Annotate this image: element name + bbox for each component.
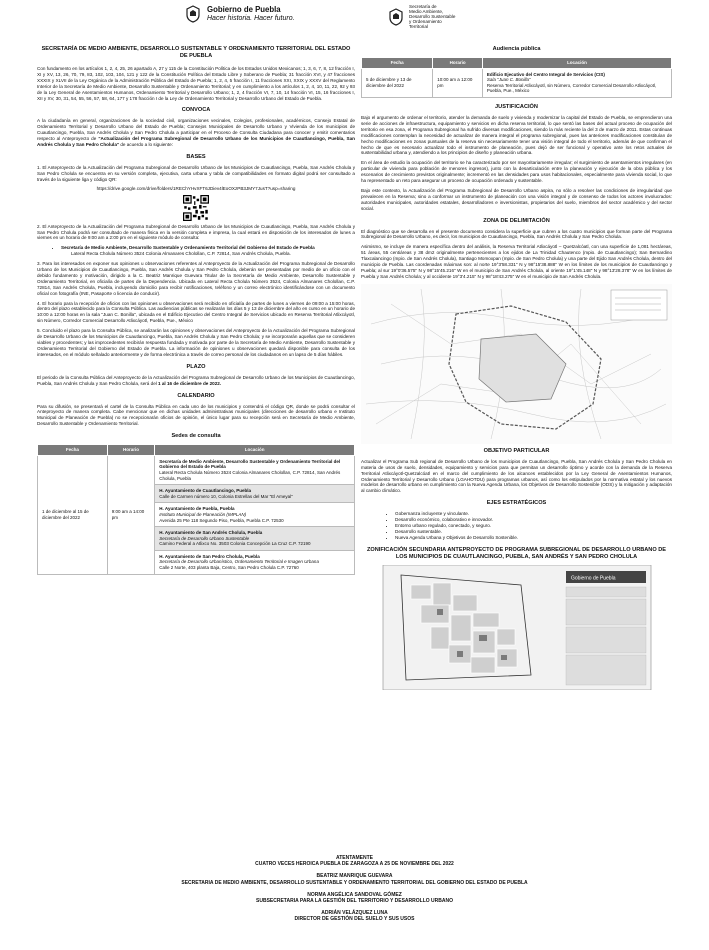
base-5-paragraph: 5. Concluido el plazo para la Consulta Pública, se analizarán las opiniones y observaciones del Anteproyecto de la Actualización del Programa Subregional de Desarrollo Urbano de los Municipios de Cuautlancingo, Puebla, San Andrés Cholula y San Pedro Cholula; y se incorporarán aquellas que se consideren viables y procedentes; y las improcedentes recibirán respuesta fundada y motivada por parte de la Secretaría de Medio Ambiente, Desarrollo Sustentable y Ordenamiento Territorial del Gobierno del Estado de Puebla. La información de opiniones u observaciones quedará disponible para consulta de los interesados, en el módulo señalado anteriormente y de forma electrónica a través de correo personal de los ciudadanos en un lapso de 5 días hábiles.: [37, 328, 355, 357]
logo-line: Territorial: [409, 24, 428, 29]
venue-name: H. Ayuntamiento de San Pedro Cholula, Puebla: [159, 553, 260, 559]
audiencia-heading: Audiencia pública: [492, 46, 541, 52]
venue-address: Calle 2 Norte, 403 planta Baja, Centro, San Pedro Cholula C.P. 72760: [159, 565, 299, 571]
signer-name: BEATRIZ MANRIQUE GUEVARA: [316, 873, 393, 880]
table-cell: [155, 455, 355, 484]
zonificacion-heading: ZONIFICACIÓN SECUNDARIA ANTEPROYECTO DE PROGRAMA SUBREGIONAL DE DESARROLLO URBANO DE LOS MUNICIPIOS DE CUAUTLANCINGO, PUEBLA, SAN ANDRÉS Y SAN PEDRO CHOLULA: [366, 546, 667, 560]
smadsot-logo: [388, 4, 455, 29]
puebla-emblem-icon: [388, 8, 404, 26]
module-name: Secretaría de Medio Ambiente, Desarrollo Sustentable y Ordenamiento Territorial del Gobierno del Estado de Puebla: [61, 245, 315, 251]
base-4-paragraph: 4. El horario para la recepción de oficios con las opiniones u observaciones será recibido en oficialía de partes de lunes a viernes de 09:00 a 15:00 horas, dentro del plazo establecido para la Consulta Pública. Las audiencias públicas se realizarán los días 5 y 13 de diciembre del año en curso en un horario de 10:00 a 12:00 horas en la sala "Juan C. Bonilla", ubicada en el Edificio Ejecutivo del Centro Integral de Servicios ubicado en Reserva Territorial Atlixcáyotl, sin Número, Corredor Comercial Desarrollo Atlixcáyotl, Puebla, Pue., México: [37, 300, 355, 324]
list-item: • Gobernanza incluyente y vinculante.: [395, 511, 672, 517]
delimitation-map: [361, 284, 672, 444]
convoca-paragraph: [37, 118, 355, 148]
zona-paragraph: Asimismo, se incluye de manera específica dentro del análisis, la Reserva Territorial Atlixcáyotl – Quetzalcóatl, con una superficie de 1,081 hectáreas, 51 áreas, 55 centiáreas y 38 dm2 originalmente pertenecientes a los ejidos de La Trinidad Chautenco (mpio. de Cuautlancingo); San Bernardino Tlaxcalancingo (mpio. de San Andrés Cholula), Santiago Momoxpan (mpio. de San Pedro Cholula) y una parte del Ejido San Andrés Cholula, dentro del municipio de Puebla. Las coordenadas máximas son: al norte 19°3'58.331" N y 98°15'38.888" W en los límites de los municipios de Cuautlancingo y Puebla; al sur 19°0'36.575" N y 98°15'45.216" W en el municipio de San Andrés Cholula, al oriente 19°1'45.148" N y 98°13'28.378" W en los límites de Puebla y San Andrés Cholula; y al occidente 19°3'4.215" N y 98°18'43.275" W en el municipio de San Andrés Cholula.: [361, 244, 672, 279]
document-title: SECRETARÍA DE MEDIO AMBIENTE, DESARROLLO SUSTENTABLE Y ORDENAMIENTO TERRITORIAL DEL ESTADO DE PUEBLA: [41, 46, 351, 59]
convoca-text: A la ciudadanía en general, organizaciones de la sociedad civil, organizaciones vecinales, Colegios, profesionales, académicos, Consejo Estatal de Ordenamiento Territorial y Desarrollo Urbano del Estado de Puebla; Consejos Municipales de Desarrollo Urbano y Vivienda de los municipios de Cuautlancingo, Puebla, San Andrés Cholula y San Pedro Cholula a participar en el Proceso de Consulta Ciudadana para conocer y emitir comentarios respecto al Anteproyecto de: [37, 118, 355, 142]
venue-address: Camino Federal a Atlixco No. 3503 Colonia Concepción La Cruz C.P. 72190: [159, 541, 311, 547]
calendario-paragraph: Para su difusión, se presentará el cartel de la Consulta Pública en cada uno de los municipios y contendrá el código QR, donde se podrá consultar el Anteproyecto de manera completa. Cabe mencionar que en dichas unidades administrativas municipales (direcciones de desarrollo urbano e Instituto Municipal de Planeación de Puebla) no se recepcionarán oficios de opinión, el único lugar para su recepción será en Secretaría de Medio Ambiente, Desarrollo Sustentable y Ordenamiento Territorial.: [37, 403, 355, 427]
plazo-paragraph: [37, 375, 355, 387]
signer-name: ADRIÁN VELÁZQUEZ LUNA: [321, 910, 388, 917]
sedes-table: [37, 444, 355, 575]
puebla-emblem-icon: [185, 5, 201, 23]
table-row: [362, 68, 672, 97]
qr-code-icon[interactable]: [183, 195, 209, 221]
venue-room: Sala "Juan C. Bonilla": [486, 77, 531, 83]
signer-role: SECRETARIA DE MEDIO AMBIENTE, DESARROLLO SUSTENTABLE Y ORDENAMIENTO TERRITORIAL DEL GOBIERNO DEL ESTADO DE PUEBLA: [181, 879, 528, 886]
column-header: Horario: [433, 58, 483, 69]
logo-line: Medio Ambiente,: [409, 9, 444, 14]
signer-name: NORMA ANGÉLICA SANDOVAL GÓMEZ: [307, 891, 402, 898]
column-header: Locación: [155, 445, 355, 456]
table-cell: 9:00 am a 14:00 pm: [107, 455, 155, 574]
justificacion-paragraph: Bajo este contexto, la Actualización del Programa Subregional de Desarrollo Urbano aspira, no sólo a resolver las condiciones de irregularidad que prevalecen en la Reserva; sino a conformar un instrumento de planeación con una visión integral y de consenso de todos los actores involucrados: autoridades municipales, autoridades estatales, desarrolladores e inversionistas, propietarios del suelo, miembros del sector académico y del sector social.: [361, 187, 672, 211]
list-item: • Entorno urbano regulado, conectado, y seguro.: [395, 523, 672, 529]
module-address: Lateral Recta Cholula Número 3524 Colonia Almanares Cholollan, C.P. 72814, San Andrés Cholula, Puebla.: [71, 251, 291, 257]
table-cell: 5 de diciembre y 13 de diciembre del 2022: [362, 68, 433, 97]
logo-line: Desarrollo Sustentable: [409, 14, 456, 19]
justificacion-paragraph: Bajo el argumento de ordenar el territorio, atender la demanda de suelo y vivienda y modernizar la capital del Estado de Puebla, se emprendieron una serie de acciones de infraestructura, equipamiento y servicios en dicha reserva territorial, lo que sentó las bases del actual proceso de ocupación del territorio en esa zona, el Programa Subregional ha sufrido diversas modificaciones, siendo la más reciente la del 3 de marzo de 2011. Estas continuas modificaciones contemplan la necesidad de actualizar de manera integral el programa subregional, pues las anteriores modificaciones constituían de hecho modificaciones en zonas puntuales de la reserva sin necesariamente tener una visión integral de todo el territorio, además de que confirman el hecho de que es necesario actualizar todo el instrumento de planeación, pues dejó de ser funcional y operativo ante los retos actuales de sustentabilidad urbana y, atendiendo a los principios de diseño y planeación urbana.: [361, 114, 672, 156]
ejes-list: [361, 511, 672, 541]
venue-name: Edificio Ejecutivo del Centro Integral de Servicios (CIS): [486, 71, 605, 77]
zona-paragraph: El diagnóstico que se desarrolla en el presente documento considera la superficie que cubren a los cuatro municipios que forman parte del Programa Subregional de Desarrollo Urbano, es decir, los municipios de Cuautlancingo, Puebla, San Andrés Cholula y San Pedro Cholula.: [361, 228, 672, 240]
column-header: Locación: [482, 58, 671, 69]
zona-heading: ZONA DE DELIMITACIÓN: [483, 217, 550, 224]
justificacion-heading: JUSTIFICACIÓN: [495, 103, 538, 110]
venue-name: H. Ayuntamiento de San Andrés Cholula, Puebla: [159, 530, 263, 536]
left-column: [37, 46, 355, 575]
table-cell: [155, 503, 355, 527]
column-header: Horario: [107, 445, 155, 456]
objetivo-paragraph: Actualizar el Programa Sub regional de Desarrollo Urbano de los municipios de Cuautlancingo, Puebla, San Andrés Cholula y San Pedro Cholula en materia de usos de suelo, densidades, equipamiento y servicios para que permitan un desarrollo óptimo y acorde con la demanda de la Reserva Territorial Atlixcáyotl-Quetzalcóatl en el marco del cumplimiento de los alcances establecidos por la Ley General de Asentamientos Humanos, Ordenamiento Territorial y Desarrollo Urbano (LGAHOTDU) para programas urbanos, así como los estipulados por la normativa estatal y los nuevos modelos de desarrollo urbano en cumplimiento con la Nueva Agenda Urbana, los Objetivos de Desarrollo Sostenible (ODS) y la mitigación y adaptación al cambio climático.: [361, 458, 672, 494]
gobierno-puebla-logo: [185, 5, 295, 23]
table-header-row: [38, 445, 355, 456]
venue-name: Secretaría de Medio Ambiente, Desarrollo Sustentable y Ordenamiento Territorial del Gobierno del Estado de Puebla: [159, 458, 341, 470]
venue-department: Instituto Municipal de Planeación (IMPLAN): [159, 511, 247, 517]
legal-basis-paragraph: Con fundamento en los artículos 1, 2, 4, 25, 26 apartado A, 27 y 115 de la Constitución Política de los Estados Unidos Mexicanos; 1, 3, 6, 7, 8, 12 fracción I, XI y XV, 13, 26, 70, 79, 83, 102, 103, 104, 121 y 122 de la Constitución Política del Estado Libre y Soberano de Puebla; 31 fracción XVI, y 47 fracciones XXXIX y XLVII de la Ley Orgánica de la Administración Pública del Estado de Puebla; 1, 2, 4, 5 fracción I, 11 fracciones XXI, XXIX y XXXV del Reglamento Interior de la Secretaría de Medio Ambiente, Desarrollo Sustentable y Ordenamiento Territorial; y en cumplimiento a los artículos 1, 2, 4, 10, 11, 22, 92 y 93 de la Ley General de Asentamientos Humanos, Ordenamiento Territorial y Desarrollo Urbano; 1, 2, 4 fracción VI, 7, 10, 14 fracción VI, 15, 16 fracciones I, XII y XV, 30, 31, 54, 55, 56, 57, 58, 64, 177 y 178 fracción I de la Ley de Ordenamiento Territorial y Desarrollo Urbano del Estado de Puebla.: [37, 66, 355, 101]
convoca-program-name: "Actualización del Programa Subregional de Desarrollo Urbano de los Municipios de Cuautlancingo, Puebla, San Andrés Cholula y San Pedro Cholula": [37, 136, 355, 148]
venue-name: H. Ayuntamiento de Cuautlancingo, Puebla: [159, 488, 251, 494]
table-row: [38, 455, 355, 484]
page-header: [0, 0, 709, 30]
list-item: • Nueva Agenda Urbana y Objetivos de Desarrollo Sostenible.: [395, 535, 672, 541]
sedes-table-body: [38, 455, 355, 574]
objetivo-heading: OBJETIVO PARTICULAR: [483, 447, 550, 454]
table-cell: 10:00 am a 12:00 pm: [433, 68, 483, 97]
atentamente-label: ATENTAMENTE: [335, 855, 374, 861]
zonificacion-map: [361, 565, 672, 690]
drive-link[interactable]: https://drive.google.com/drive/folders/1REChYHvXFT6JDiev4lEoOXzPB3JMY7JusT?usp=sharing: [96, 185, 296, 191]
justificacion-paragraph: En el área de estudio la ocupación del territorio se ha caracterizado por ser mayoritariamente irregular; el surgimiento de asentamientos irregulares (en particular de vivienda para población de menores ingresos), junto con la desarticulación entre la planeación y ejecución de la obra pública y los escenarios de crecimiento previstos originalmente; incrementó en las densidades para usos habitacionales, especialmente para vivienda social, lo que ha representado un reto para asegurar un proceso de ocupación ordenado y sustentable.: [361, 160, 672, 184]
column-header: Fecha: [362, 58, 433, 69]
signer-role: SUBSECRETARIA PARA LA GESTIÓN DEL TERRITORIO Y DESARROLLO URBANO: [256, 898, 453, 905]
venue-address: Avenida 25 Pte 118 Segundo Piso, Puebla, Puebla C.P. 72530: [159, 517, 284, 523]
table-cell: [155, 527, 355, 551]
venue-address: Reserva Territorial Atlixcáyotl, sin Número, Corredor Comercial Desarrollo Atlixcáyotl, Puebla, Pue., México: [486, 82, 657, 94]
column-header: Fecha: [38, 445, 108, 456]
table-cell: [155, 550, 355, 574]
venue-address: Calle de Carmen número 10, Colonia Estrellas del Mar "El Ameyal": [159, 493, 293, 499]
right-column: [361, 46, 672, 690]
venue-address: Lateral Recta Cholula Número 3524 Colonia Almanares Cholollan, C.P. 72814, San Andrés Cholula, Puebla: [159, 469, 341, 481]
logo-line: y Ordenamiento: [409, 19, 442, 24]
sedes-heading: Sedes de consulta: [171, 433, 221, 440]
list-item: • Desarrollo sustentable.: [395, 529, 672, 535]
venue-name: H. Ayuntamiento de Puebla, Puebla: [159, 506, 235, 512]
signer-role: DIRECTOR DE GESTIÓN DEL SUELO Y SUS USOS: [294, 916, 415, 923]
base-3-paragraph: 3. Para los interesados en exponer sus opiniones u observaciones referentes al Anteproyecto de la Actualización del Programa Subregional de Desarrollo Urbano de los Municipios de Cuautlancingo, Puebla, San Andrés Cholula y San Pedro Cholula, deberán ser presentadas por medio de un oficio con el debido fundamento y motivación, dirigido a la C. Beatriz Manrique Guevara Titular de la Secretaría de Medio Ambiente, Desarrollo Sustentable y Ordenamiento Territorial, en oficialía de partes de la Dependencia. Ubicada en Lateral Recta Cholula Número 3524, Colonia Almanares Cholollan, C.P. 72814, San Andrés Cholula, Puebla, incluyendo domicilio para recibir notificaciones, teléfono y un correo electrónico identificándose con un documento oficial con fotografía (INE, Pasaporte o licencia de conducir).: [37, 261, 355, 296]
convoca-text: de acuerdo a lo siguiente:: [119, 142, 173, 148]
logo-title: Gobierno de Puebla: [207, 4, 281, 14]
base-1-paragraph: 1. El Anteproyecto de la Actualización del Programa Subregional de Desarrollo Urbano de los Municipios de Cuautlancingo, Puebla, San Andrés Cholula y San Pedro Cholula se encuentra en su versión completa, ejecutiva, carta urbana y tabla de compatibilidades en formato digital podrá ser consultado a través de la siguiente liga y código QR:: [37, 164, 355, 182]
plazo-dates: 1 al 16 de diciembre de 2022.: [158, 380, 222, 386]
table-header-row: [362, 58, 672, 69]
plazo-heading: PLAZO: [186, 363, 206, 370]
table-cell: [155, 485, 355, 503]
ejes-heading: EJES ESTRATÉGICOS: [486, 500, 547, 507]
signature-block: [0, 855, 709, 923]
venue-department: Secretaría de Desarrollo Urbano Sustentable: [159, 535, 250, 541]
logo-tagline: Hacer historia. Hacer futuro.: [207, 14, 295, 22]
table-cell: 1 de diciembre al 15 de diciembre del 2022: [38, 455, 108, 574]
audiencia-table: [361, 57, 672, 98]
bases-heading: BASES: [186, 153, 206, 160]
logo-line: Secretaría de: [409, 4, 437, 9]
convoca-heading: CONVOCA: [181, 107, 211, 114]
base-2-paragraph: 2. El Anteproyecto de la Actualización del Programa Subregional de Desarrollo Urbano de los Municipios de Cuautlancingo, Puebla, San Andrés Cholula y San Pedro Cholula podrá ser consultado de manera física en la versión completa e impresa, la cual estará en disposición de los interesados de lunes a viernes en un horario de 9:00 am a 2:00 pm en el siguiente módulo de consulta:: [37, 223, 355, 241]
plazo-text: El periodo de la Consulta Pública del Anteproyecto de la Actualización del Programa Subregional de Desarrollo Urbano de los Municipios de Cuautlancingo, Puebla, San Andrés Cholula y San Pedro Cholula, será del: [37, 374, 355, 386]
map-logo-text: Gobierno de Puebla: [571, 575, 616, 582]
list-item: • Desarrollo económico, colaborativo e innovador.: [395, 517, 672, 523]
venue-department: Secretaría de Desarrollo Urbanístico, Ordenamiento Territorial e Imagen Urbana: [159, 559, 319, 565]
calendario-heading: CALENDARIO: [177, 392, 215, 399]
city-date: CUATRO VECES HEROICA PUEBLA DE ZARAGOZA A 25 DE NOVIEMBRE DEL 2022: [255, 861, 454, 868]
table-cell: [482, 68, 671, 97]
